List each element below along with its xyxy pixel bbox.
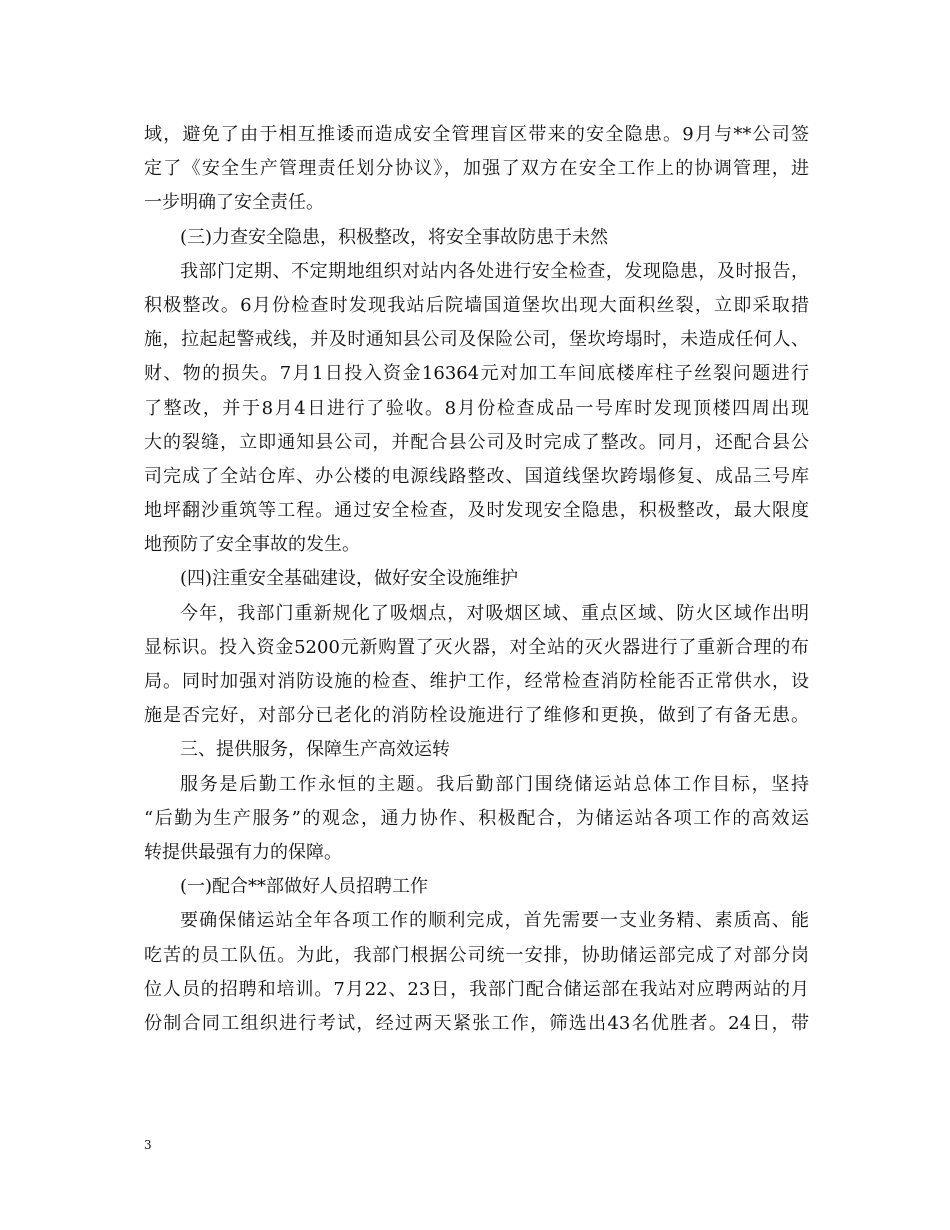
text-line: 域，避免了由于相互推诿而造成安全管理盲区带来的安全隐患。9月与**公司签 bbox=[144, 124, 809, 145]
text-line: 三、提供服务，保障生产高效运转 bbox=[180, 739, 450, 761]
text-line: 施是否完好，对部分已老化的消防栓设施进行了维修和更换，做到了有备无患。 bbox=[144, 705, 809, 727]
page-number: 3 bbox=[144, 1138, 152, 1152]
text-line: 一步明确了安全责任。 bbox=[144, 192, 324, 214]
text-line: (一)配合**部做好人员招聘工作 bbox=[180, 876, 429, 898]
text-line: 定了《安全生产管理责任划分协议》，加强了双方在安全工作上的协调管理，进 bbox=[144, 158, 809, 180]
text-line: 我部门定期、不定期地组织对站内各处进行安全检查，发现隐患，及时报告， bbox=[180, 260, 809, 282]
text-line: 大的裂缝，立即通知县公司，并配合县公司及时完成了整改。同月，还配合县公 bbox=[144, 431, 809, 453]
text-line: 显标识。投入资金5200元新购置了灭火器，对全站的灭火器进行了重新合理的布 bbox=[144, 636, 809, 658]
text-line: 司完成了全站仓库、办公楼的电源线路整改、国道线堡坎跨塌修复、成品三号库 bbox=[144, 465, 809, 487]
text-line: (三)力查安全隐患，积极整改，将安全事故防患于未然 bbox=[180, 226, 609, 248]
text-line: 地坪翻沙重筑等工程。通过安全检查，及时发现安全隐患，积极整改，最大限度 bbox=[144, 500, 809, 522]
text-line: 转提供最强有力的保障。 bbox=[144, 841, 342, 863]
text-line: 局。同时加强对消防设施的检查、维护工作，经常检查消防栓能否正常供水，设 bbox=[144, 671, 809, 692]
text-line: 了整改，并于8月4日进行了验收。8月份检查成品一号库时发现顶楼四周出现 bbox=[144, 397, 809, 419]
text-line: (四)注重安全基础建设，做好安全设施维护 bbox=[180, 568, 519, 590]
text-line: 要确保储运站全年各项工作的顺利完成，首先需要一支业务精、素质高、能 bbox=[180, 910, 809, 932]
text-line: 积极整改。6月份检查时发现我站后院墙国道堡坎出现大面积丝裂，立即采取措 bbox=[144, 294, 809, 316]
text-line: 服务是后勤工作永恒的主题。我后勤部门围绕储运站总体工作目标，坚持 bbox=[180, 773, 809, 795]
text-line: “后勤为生产服务”的观念，通力协作、积极配合，为储运站各项工作的高效运 bbox=[144, 807, 809, 829]
text-line: 财、物的损失。7月1日投入资金16364元对加工车间底楼库柱子丝裂问题进行 bbox=[144, 363, 809, 385]
text-line: 吃苦的员工队伍。为此，我部门根据公司统一安排，协助储运部完成了对部分岗 bbox=[144, 944, 809, 966]
text-line: 施，拉起起警戒线，并及时通知县公司及保险公司，堡坎垮塌时，未造成任何人、 bbox=[144, 329, 809, 351]
text-line: 位人员的招聘和培训。7月22、23日，我部门配合储运部在我站对应聘两站的月 bbox=[144, 978, 809, 1000]
text-line: 今年，我部门重新规化了吸烟点，对吸烟区域、重点区域、防火区域作出明 bbox=[180, 602, 809, 624]
text-line: 份制合同工组织进行考试，经过两天紧张工作，筛选出43名优胜者。24日，带 bbox=[144, 1012, 809, 1034]
document-body bbox=[144, 118, 809, 1041]
text-line: 地预防了安全事故的发生。 bbox=[144, 534, 360, 556]
